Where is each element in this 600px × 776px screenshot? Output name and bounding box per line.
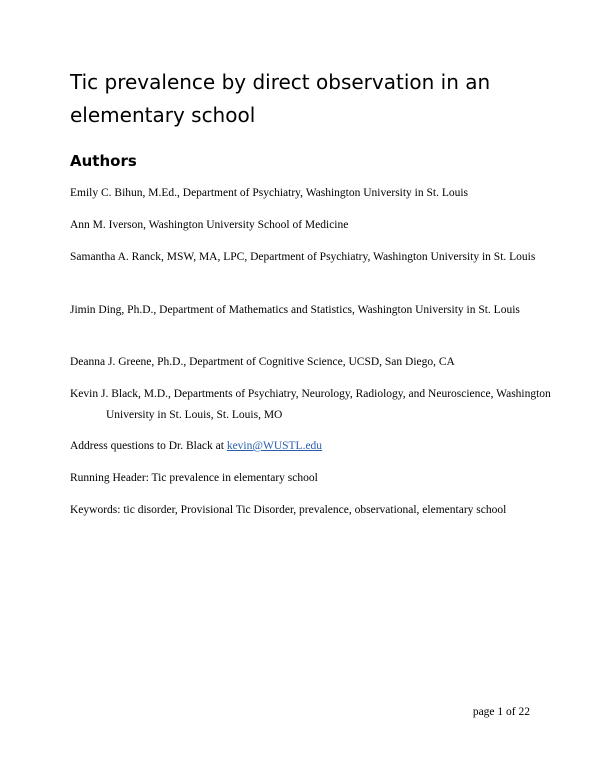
address-line [70, 436, 530, 457]
author-entry-3: Samantha A. Ranck, MSW, MA, LPC, Department of Psychiatry, Washington University in St. Louis [70, 251, 536, 263]
address-prefix: Address questions to Dr. Black at [70, 440, 227, 452]
email-link[interactable]: kevin@WUSTL.edu [226, 440, 323, 452]
paper-title: Tic prevalence by direct observation in an elementary school [70, 70, 491, 127]
author-entry-2: Ann M. Iverson, Washington University School of Medicine [70, 219, 349, 231]
author-entry-5: Deanna J. Greene, Ph.D., Department of Cognitive Science, UCSD, San Diego, CA [70, 356, 455, 368]
page-number: page 1 of 22 [472, 706, 530, 718]
author-entry-6: Kevin J. Black, M.D., Departments of Psychiatry, Neurology, Radiology, and Neuroscience, Washington University in St. Louis, St. Louis, MO [70, 388, 551, 421]
authors-heading: Authors [70, 152, 137, 170]
author-entry-4: Jimin Ding, Ph.D., Department of Mathematics and Statistics, Washington University in St. Louis [70, 304, 520, 316]
author-entry-1: Emily C. Bihun, M.Ed., Department of Psychiatry, Washington University in St. Louis [70, 187, 469, 199]
running-header-line: Running Header: Tic prevalence in elementary school [70, 472, 318, 484]
keywords-line: Keywords: tic disorder, Provisional Tic Disorder, prevalence, observational, elementary school [70, 504, 507, 516]
